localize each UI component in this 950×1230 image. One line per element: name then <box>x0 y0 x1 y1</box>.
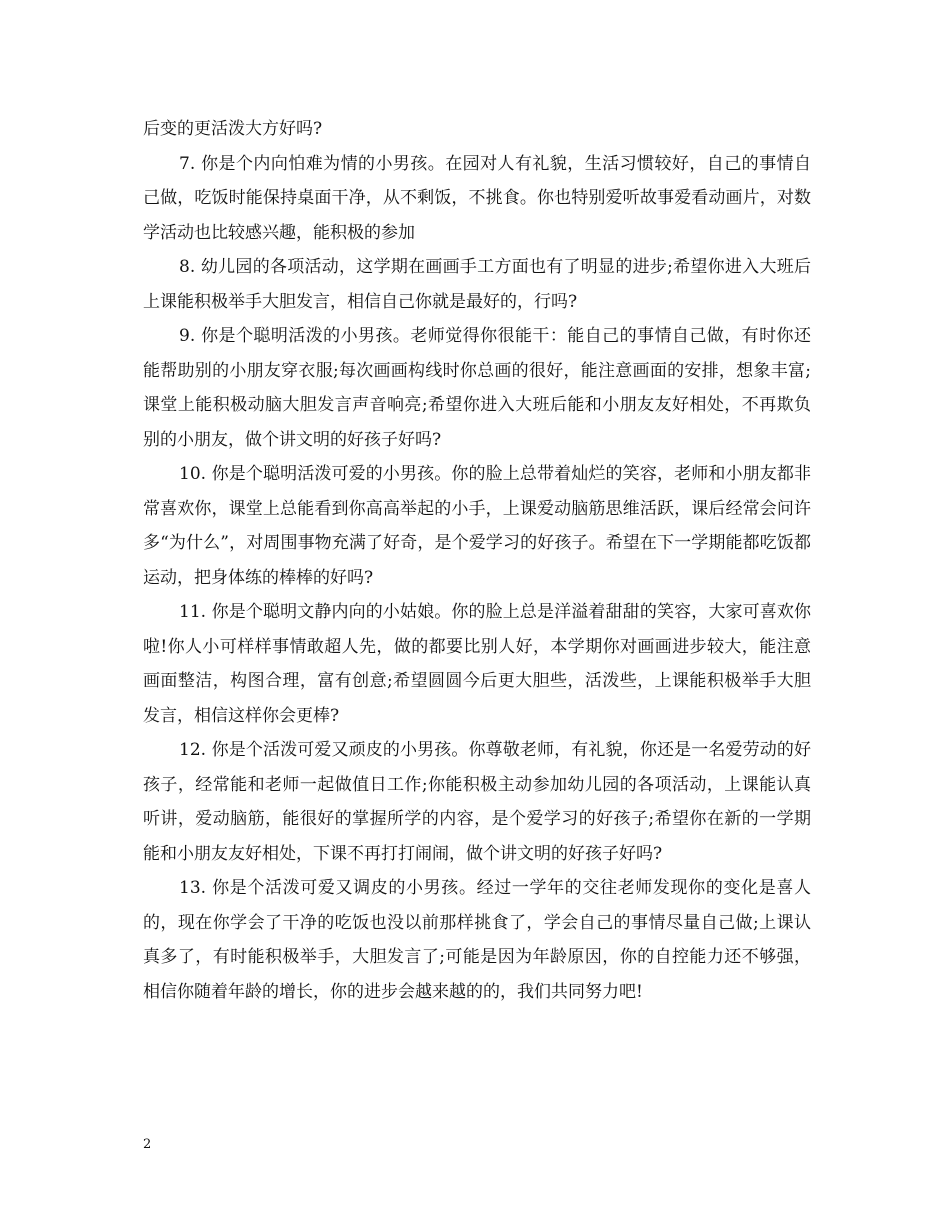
paragraph-item-11: 11. 你是个聪明文静内向的小姑娘。你的脸上总是洋溢着甜甜的笑容，大家可喜欢你啦!你人小可样样事情敢超人先，做的都要比别人好，本学期你对画画进步较大，能注意画面整洁，构图合理，富有创意;希望圆圆今后更大胆些，活泼些，上课能积极举手大胆发言，相信这样你会更棒? <box>143 602 811 726</box>
paragraph-item-12: 12. 你是个活泼可爱又顽皮的小男孩。你尊敬老师，有礼貌，你还是一名爱劳动的好孩子，经常能和老师一起做值日工作;你能积极主动参加幼儿园的各项活动，上课能认真听讲，爱动脑筋，能很好的掌握所学的内容，是个爱学习的好孩子;希望你在新的一学期能和小朋友友好相处，下课不再打打闹闹，做个讲文明的好孩子好吗? <box>143 740 811 864</box>
paragraph-item-9: 9. 你是个聪明活泼的小男孩。老师觉得你很能干：能自己的事情自己做，有时你还能帮助别的小朋友穿衣服;每次画画构线时你总画的很好，能注意画面的安排，想象丰富;课堂上能积极动脑大胆发言声音响亮;希望你进入大班后能和小朋友友好相处，不再欺负别的小朋友，做个讲文明的好孩子好吗? <box>143 326 811 450</box>
paragraph-item-13: 13. 你是个活泼可爱又调皮的小男孩。经过一学年的交往老师发现你的变化是喜人的，现在你学会了干净的吃饭也没以前那样挑食了，学会自己的事情尽量自己做;上课认真多了，有时能积极举手，大胆发言了;可能是因为年龄原因，你的自控能力还不够强，相信你随着年龄的增长，你的进步会越来越的的，我们共同努力吧! <box>143 878 811 1002</box>
paragraph-continuation: 后变的更活泼大方好吗? <box>143 119 323 139</box>
page-number: 2 <box>143 1137 152 1152</box>
paragraph-item-10: 10. 你是个聪明活泼可爱的小男孩。你的脸上总带着灿烂的笑容，老师和小朋友都非常喜欢你，课堂上总能看到你高高举起的小手，上课爱动脑筋思维活跃，课后经常会问许多“为什么”，对周围事物充满了好奇，是个爱学习的好孩子。希望在下一学期能都吃饭都运动，把身体练的棒棒的好吗? <box>143 464 811 588</box>
paragraph-item-7: 7. 你是个内向怕难为情的小男孩。在园对人有礼貌，生活习惯较好，自己的事情自己做，吃饭时能保持桌面干净，从不剩饭，不挑食。你也特别爱听故事爱看动画片，对数学活动也比较感兴趣，能积极的参加 <box>143 153 811 243</box>
paragraph-item-8: 8. 幼儿园的各项活动，这学期在画画手工方面也有了明显的进步;希望你进入大班后上课能积极举手大胆发言，相信自己你就是最好的，行吗? <box>143 257 811 312</box>
document-body <box>143 112 811 1009</box>
